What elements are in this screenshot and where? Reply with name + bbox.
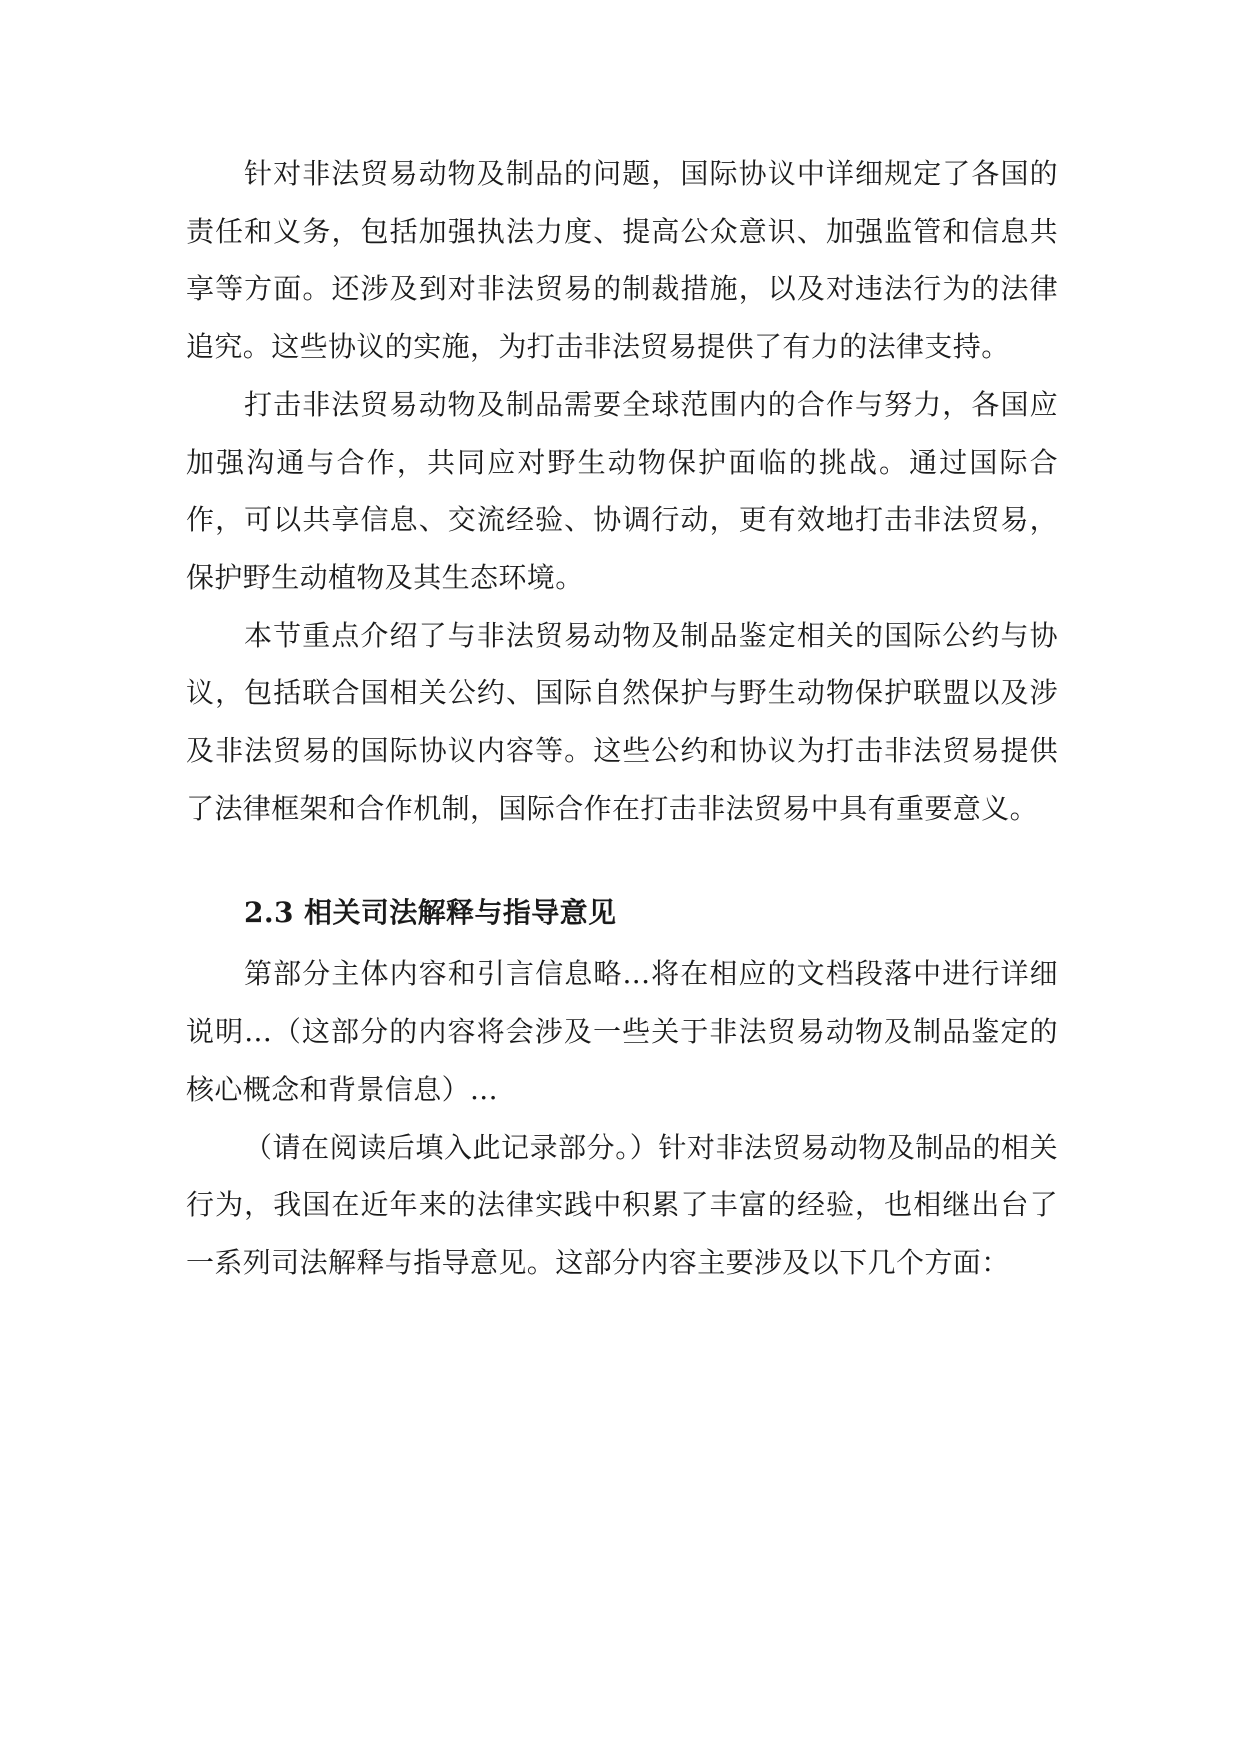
paragraph-judicial-interpretations: （请在阅读后填入此记录部分。）针对非法贸易动物及制品的相关行为，我国在近年来的法律实践中积累了丰富的经验，也相继出台了一系列司法解释与指导意见。这部分内容主要涉及以下几个方面： [186,1130,1058,1279]
paragraph-intro-placeholder: 第部分主体内容和引言信息略...将在相应的文档段落中进行详细说明...（这部分的内容将会涉及一些关于非法贸易动物及制品鉴定的核心概念和背景信息）... [186,957,1058,1106]
paragraph-international-agreements: 针对非法贸易动物及制品的问题，国际协议中详细规定了各国的责任和义务，包括加强执法力度、提高公众意识、加强监管和信息共享等方面。还涉及到对非法贸易的制裁措施，以及对违法行为的法律追究。这些协议的实施，为打击非法贸易提供了有力的法律支持。 [186,157,1058,364]
section-heading: 2.3 相关司法解释与指导意见 [244,896,617,930]
document-body [186,145,1058,1292]
paragraph-section-summary: 本节重点介绍了与非法贸易动物及制品鉴定相关的国际公约与协议，包括联合国相关公约、国际自然保护与野生动物保护联盟以及涉及非法贸易的国际协议内容等。这些公约和协议为打击非法贸易提供了法律框架和合作机制，国际合作在打击非法贸易中具有重要意义。 [186,618,1058,825]
paragraph-global-cooperation: 打击非法贸易动物及制品需要全球范围内的合作与努力，各国应加强沟通与合作，共同应对野生动物保护面临的挑战。通过国际合作，可以共享信息、交流经验、协调行动，更有效地打击非法贸易，保护野生动植物及其生态环境。 [186,387,1058,594]
